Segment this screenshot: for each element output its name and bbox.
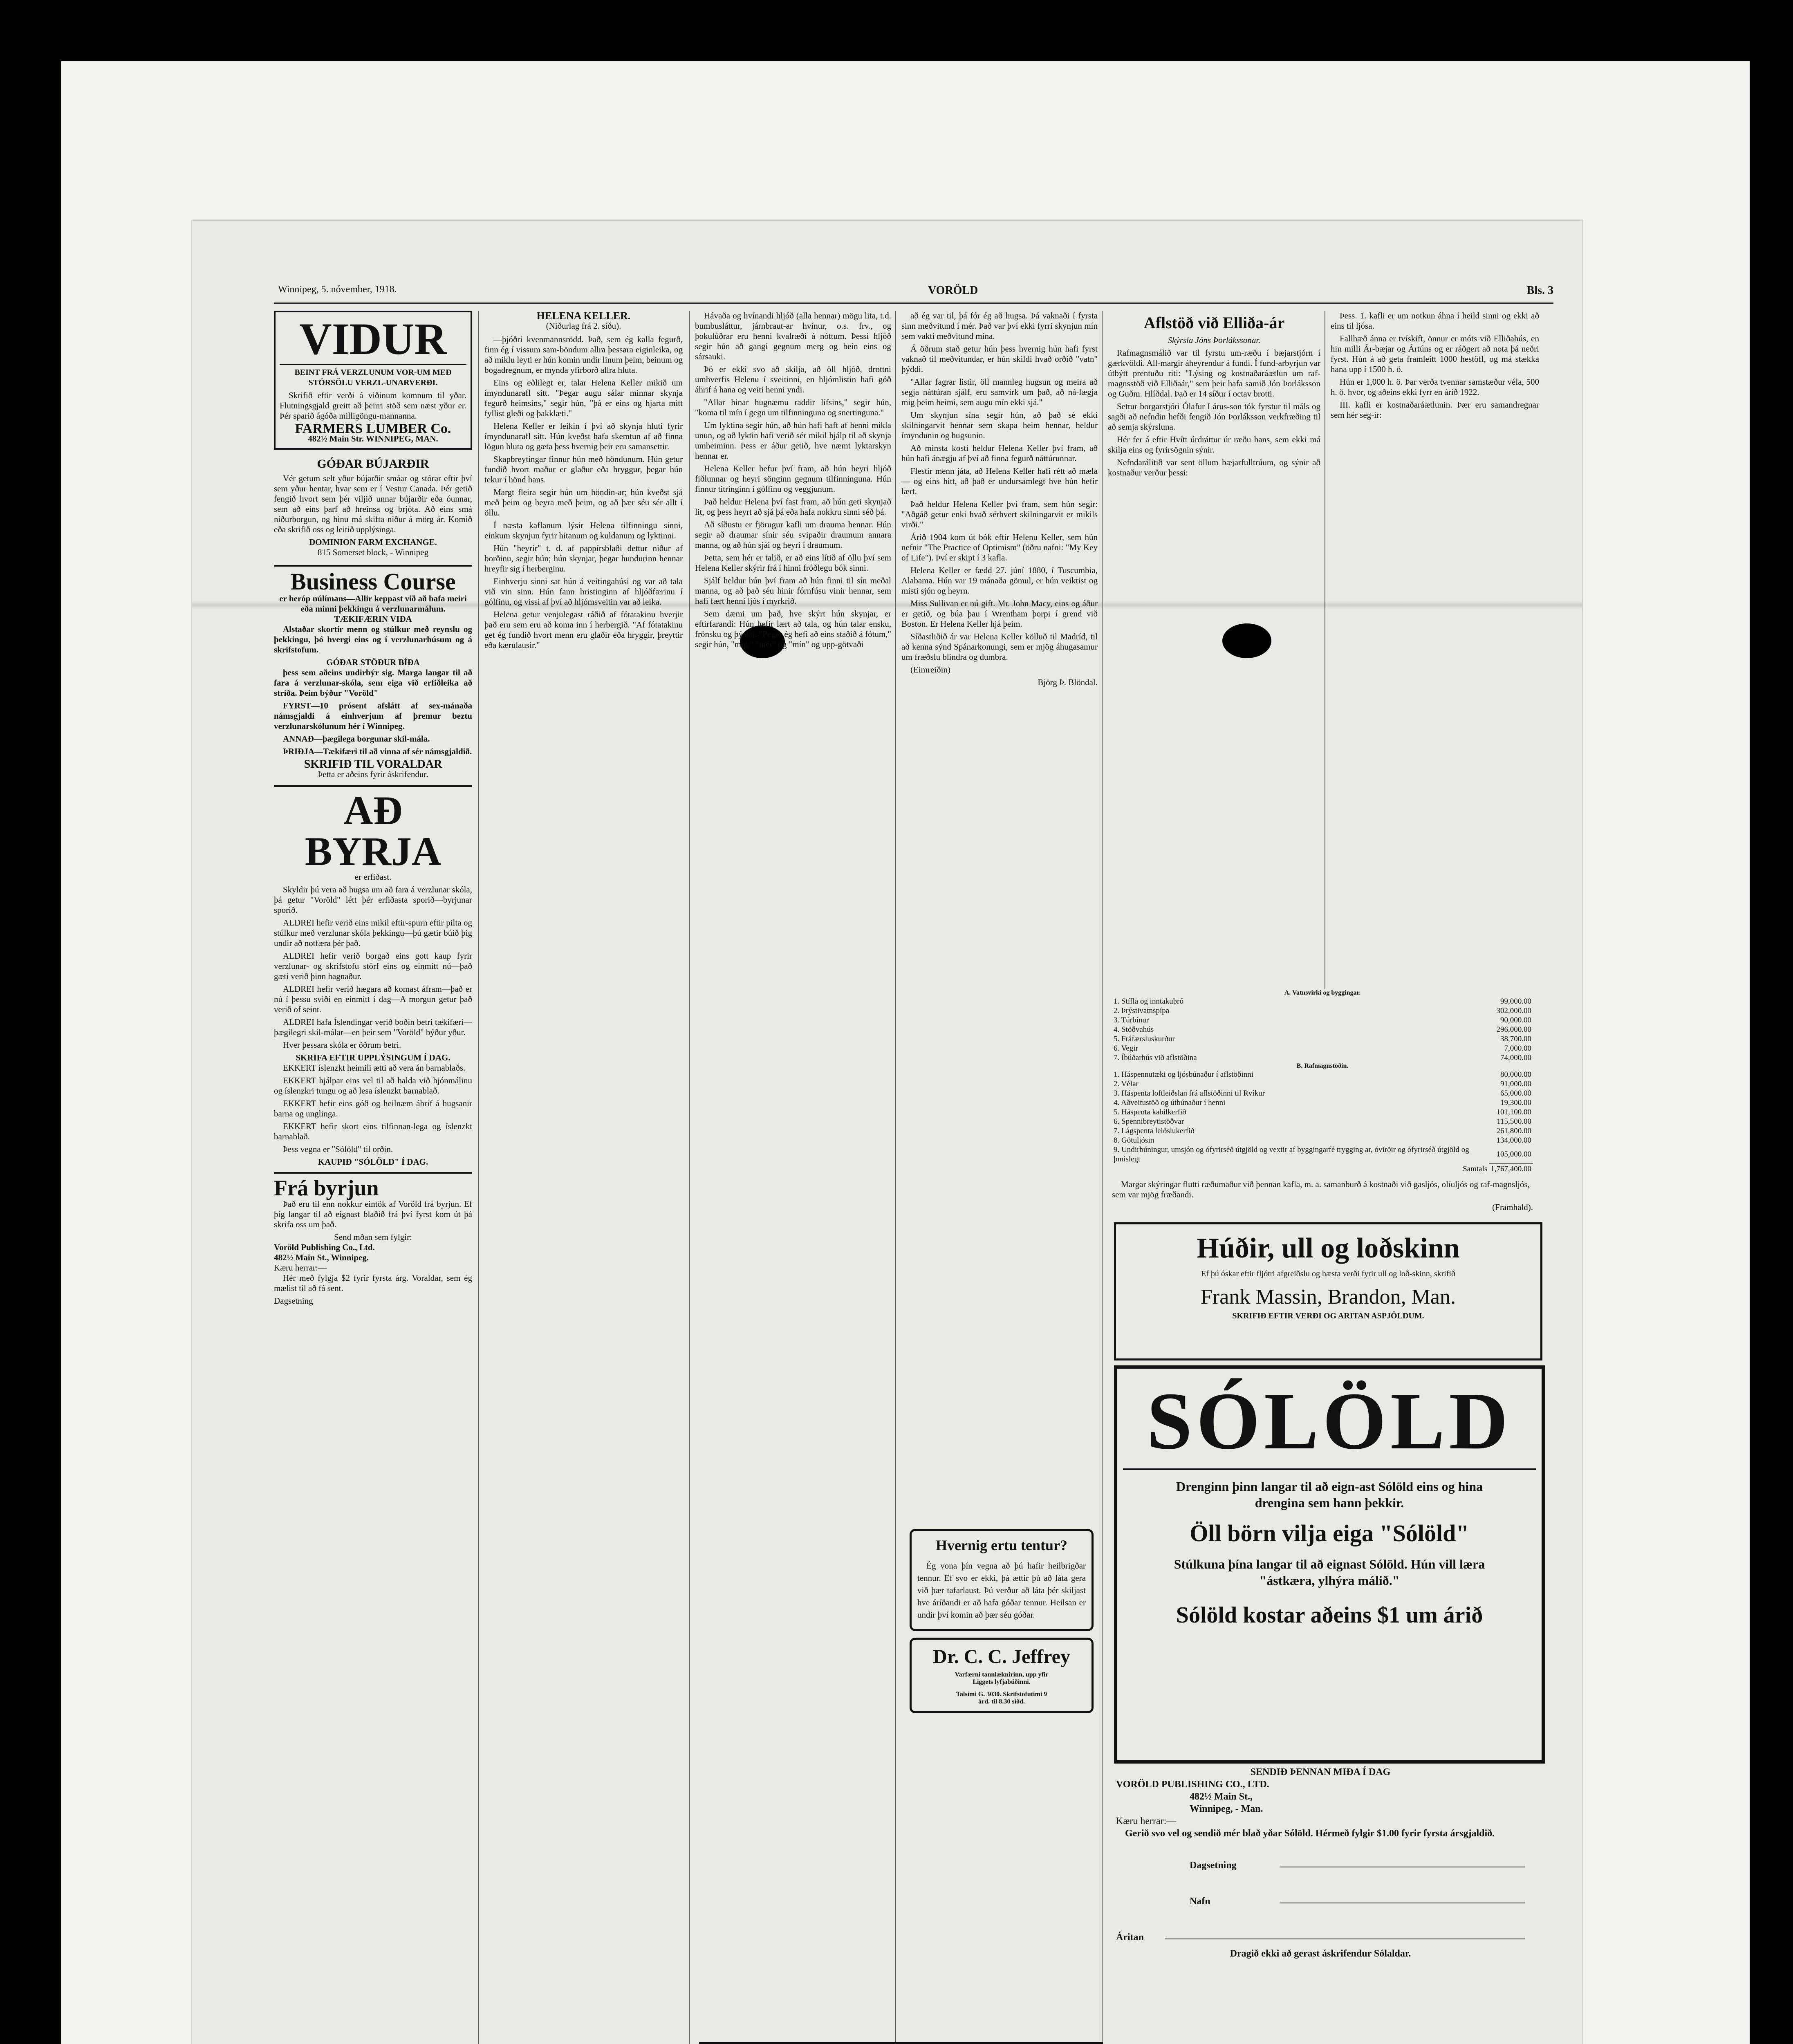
solold-ad [1114, 1365, 1545, 1764]
form-address-row [1116, 1924, 1525, 1943]
header-page-number: Bls. 3 [1526, 284, 1553, 297]
header-title: VORÖLD [928, 284, 978, 297]
article-paragraph: Þó er ekki svo að skilja, að öll hljóð, drottni umhverfis Helenu í sveitinni, en hljómlistin hafi góð áhrif á hana og veiti henni yndi. [695, 364, 891, 394]
form-name-row [1116, 1888, 1525, 1907]
article-paragraph: Flestir menn játa, að Helena Keller hafi rétt að mæla — og eins hitt, að það er undursamlegt hve hún hefir lært. [901, 466, 1098, 496]
table-row: 3. Háspenta loftleiðslan frá aflstöðinni til Rvíkur 65,000.00 [1114, 1089, 1531, 1098]
article-paragraph: Í næsta kaflanum lýsir Helena tilfinningu sinni, einkum skynjun fyrir hitanum og kuldanum og lyktinni. [484, 520, 683, 540]
cost-section-b: B. Rafmagnstöðin. [1296, 1062, 1349, 1069]
cost-after: Margar skýringar flutti ræðumaður við þennan kafla, m. a. samanburð á kostnaði við gasljós, olíuljós og raf-magnsljós, sem var mjög fræðandi. [1112, 1179, 1530, 1199]
column-rule [1102, 311, 1103, 2044]
ad-byrja-text-6: Hver þessara skóla er öðrum betri. [283, 1040, 401, 1050]
table-row: 2. Vélar 91,000.00 [1114, 1080, 1531, 1088]
business-course-ad [274, 565, 472, 780]
column-rule [689, 311, 690, 2044]
ad-byrja-text-4: ALDREI hefir verið hægara að komast áfram—það er nú í þessu sviði en einmitt í dag—A morgun getur það verið of seint. [274, 984, 472, 1014]
article-paragraph: Að síðustu er fjörugur kafli um drauma hennar. Hún segir að draumar sínir séu svipaðir draumum annara manna, og að hún sjái og heyri í draumum. [695, 520, 891, 550]
hudir-ad [1114, 1222, 1542, 1360]
hudir-subtitle: Ef þú óskar eftir fljótri afgreiðslu og hæsta verði fyrir ull og loð-skinn, skrifið [1201, 1269, 1456, 1278]
table-row: 2. Þrýstivatnspípa 302,000.00 [1114, 1006, 1531, 1015]
article-paragraph: Helena getur venjulegast ráðið af fótatakinu hverjir það eru sem eru að koma inn í herbergið. "Af fótatakinu get ég fundið hvort menn eru glaðir eða hryggir, þreyttir eða kærulausir." [484, 610, 683, 650]
article-paragraph: Nefndarálitið var sent öllum bæjarfulltrúum, og sýnir að kostnaður verður þessi: [1108, 457, 1320, 477]
article-paragraph: Að minsta kosti heldur Helena Keller því fram, að hún hafi ánægju af því að finna fegurð náttúrunnar. [901, 443, 1098, 463]
helena-title: HELENA KELLER. [536, 311, 631, 322]
article-paragraph: Miss Sullivan er nú gift. Mr. John Macy, eins og áður er getið, og búa þau í Wrentham þorpi í grend við Boston. Er Helena Keller hjá þeim. [901, 598, 1098, 629]
column-rule [895, 311, 896, 2044]
dental-ads [910, 1529, 1094, 2036]
jeffrey-ad [910, 1638, 1094, 1713]
article-paragraph: Þetta, sem hér er talið, er að eins lítið af öllu því sem Helena Keller skýrir frá í hinni fróðlegu bók sinni. [695, 553, 891, 573]
article-paragraph: Helena Keller hefur því fram, að hún heyri hljóð fiðlunnar og heyri sönginn gegnum tilfinninguna. Hún finnur titringinn í gólfinu og veggjunum. [695, 464, 891, 494]
table-row: 7. Íbúðarhús við aflstöðina 74,000.00 [1114, 1053, 1531, 1062]
table-row: 6. Vegir 7,000.00 [1114, 1044, 1531, 1053]
fra-byrjun-request: Hér með fylgja $2 fyrir fyrsta árg. Voraldar, sem ég mælist til að fá sent. [274, 1273, 472, 1293]
solold-line-4: Sólöld kostar aðeins $1 um árið [1176, 1602, 1483, 1628]
hudir-name: Frank Massin, Brandon, Man. [1201, 1285, 1456, 1309]
ad-byrja-text-2: ALDREI hefir verið eins mikil eftir-spurn eftir pilta og stúlkur með verzlunar skóla þekkingu—þú gætir búið þig undir að notfæra þér það. [274, 918, 472, 948]
godar-address: 815 Somerset block, - Winnipeg [317, 547, 429, 557]
form-date-label: Dagsetning [1190, 1860, 1237, 1871]
business-text-3: FYRST—10 prósent afslátt af sex-mánaða námsgjaldi á einhverjum af þremur beztu verzlunarskólunum hér í Winnipeg. [274, 701, 472, 731]
form-address-label: Áritan [1116, 1932, 1144, 1943]
business-title: Business Course [290, 568, 456, 595]
vidur-subtitle: BEINT FRÁ VERZLUNUM VOR-UM MEÐ STÓRSÖLU VERZL-UNARVERÐI. [294, 368, 452, 387]
column-5 [1108, 311, 1320, 989]
jeffrey-title: Dr. C. C. Jeffrey [933, 1646, 1070, 1667]
ad-byrja-footer: SKRIFA EFTIR UPPLÝSINGUM Í DAG. [296, 1053, 450, 1062]
continued-note: (Framhald). [1492, 1202, 1533, 1212]
column-2 [484, 311, 683, 2044]
godar-body: Vér getum selt yður bújarðir smáar og stórar eftir því sem yður hentar, hvar sem er í Vestur Canada. Þér getið fengið hvort sem þér viljið unnar bújarðir eða óunnar, sem að eins þarf að hreinsa og brjóta. Að eins smá niðurborgun, og hinu má skifta niður á mörg ár. Komið eða skrifið oss og leitið upplýsinga. [274, 473, 472, 534]
table-row: 6. Spennibreytistöðvar 115,500.00 [1114, 1117, 1531, 1126]
article-paragraph: að ég var til, þá fór ég að hugsa. Þá vaknaði í fyrsta sinn meðvitund í mér. Það var því ekki fyrri skynjun mín sem vakti meðvitund mína. [901, 311, 1098, 341]
vidur-title: VIDUR [280, 316, 466, 365]
article-paragraph: Margt fleira segir hún um höndin-ar; hún kveðst sjá með þeim og heyra með þeim, og að þær séu sér allt í öllu. [484, 487, 683, 518]
fra-byrjun-body: Það eru til enn nokkur eintök af Voröld frá byrjun. Ef þig langar til að eignast blaðið frá því fyrst kom út þá skrifa oss um það. [274, 1199, 472, 1229]
business-lead: er heróp núlímans—Allir keppast við að hafa meiri eða minni þekkingu á verzlunarmálum. [279, 594, 467, 614]
form-date-row [1116, 1852, 1525, 1871]
table-row: 9. Undirbúningur, umsjón og ófyrirséð útgjöld og vextir af byggingarfé trygging ar, óvirðir og ófyrirséð útgjöld og þmislegt 105,000.00 [1114, 1145, 1531, 1163]
form-header: SENDIÐ ÞENNAN MIÐA Í DAG [1250, 1767, 1391, 1777]
ad-byrja-text-1: Skyldir þú vera að hugsa um að fara á verzlunar skóla, þá getur "Voröld" létt þér erfiðasta sporið—byrjunar sporið. [274, 885, 472, 915]
ad-byrja-ekkert-5: Þess vegna er "Sólöld" til orðin. [283, 1144, 393, 1154]
article-paragraph: Eins og eðlilegt er, talar Helena Keller mikið um ímyndunarafl sitt. "Þegar augu sálar minnar skynja fegurð heimsins," segir hún, "þá er eins og hjarta mitt fyllist gleði og þakklæti." [484, 378, 683, 418]
header-date: Winnipeg, 5. nóvember, 1918. [278, 284, 397, 295]
ad-byrja-ekkert-3: EKKERT hefir eins góð og heilnæm áhrif á hugsanir barna og unglinga. [274, 1098, 472, 1118]
solold-line-2: Öll börn vilja eiga "Sólöld" [1190, 1520, 1469, 1546]
article-paragraph: III. kafli er kostnaðaráætlunin. Þær eru samandregnar sem hér seg-ir: [1331, 400, 1539, 420]
vidur-address: 482½ Main Str. WINNIPEG, MAN. [308, 434, 438, 444]
article-paragraph: (Eimreiðin) [910, 665, 950, 675]
table-row: 1. Stífla og inntakuþró 99,000.00 [1114, 997, 1531, 1006]
table-row: 4. Aðveitustöð og útbúnaður í henni 19,300.00 [1114, 1098, 1531, 1107]
article-paragraph: Rafmagnsmálið var til fyrstu um-ræðu í bæjarstjórn í gærkvöldi. All-margir áheyrendur á fundi. Í fund-arbyrjun var útbýtt prentuðu riti: "Lýsing og kostnaðaráætlun um raf-magnsstöð við Elliðaár," sem þeir hafa samið Jón Þorláksson og Guðm. Hlíðdal. Það er 14 síður í octav brotti. [1108, 348, 1320, 399]
article-paragraph: Síðastliðið ár var Helena Keller kölluð til Madríd, til að kenna sýnd Spánarkonungi, sem er mjög áhugasamur um fræðslu blindra og dumbra. [901, 632, 1098, 662]
article-paragraph: "Allar hinar hugnæmu raddir lífsins," segir hún, "koma til mín í gegn um tilfinninguna og snertinguna." [695, 397, 891, 417]
solold-line-3: Stúlkuna þína langar til að eignast Sólöld. Hún vill læra "ástkæra, ylhýra málið." [1174, 1557, 1485, 1588]
ad-byrja-footer-2: KAUPIÐ "SÓLÖLD" Í DAG. [318, 1157, 428, 1167]
table-row: 1. Háspennutæki og ljósbúnaður í aflstöðinni 80,000.00 [1114, 1070, 1531, 1079]
godar-title: GÓÐAR BÚJARÐIR [317, 457, 429, 471]
form-footer: Dragið ekki að gerast áskrifendur Sólaldar. [1230, 1948, 1411, 1959]
column-6 [1331, 311, 1539, 989]
hvernig-body: Ég vona þín vegna að þú hafir heilbrigðar tennur. Ef svo er ekki, þá ættir þú að láta gera við þær tafarlaust. Þú verður að láta þér skiljast hve áríðandi er að hafa góðar tennur. Heilsan er undir því komin að þær séu góðar. [917, 1561, 1086, 1620]
vidur-body: Skrifið eftir verði á viðinum komnum til yðar. Flutningsgjald greitt að þeirri stöð sem næst yður er. Þér sparið ágóða milligöngu-mannanna. [280, 390, 466, 421]
solold-title: SÓLÖLD [1123, 1374, 1536, 1470]
fra-byrjun-ad [274, 1172, 472, 1306]
hvernig-ad [910, 1529, 1094, 1631]
column-rule [478, 311, 479, 2044]
article-paragraph: Helena Keller er fædd 27. júní 1880, í Tuscumbia, Alabama. Hún var 19 mánaða gömul, er hún veiktist og misti sjón og heyrn. [901, 565, 1098, 596]
subscription-form [1116, 1766, 1525, 1960]
article-paragraph: Fallhæð ánna er tvískift, önnur er móts við Elliðahús, en hin milli Ár-bæjar og Ártúns og er ráðgert að nota þá neðri fyrst. Hún á að geta framleitt 1000 hestöfl, og má stækka hana upp í 1500 h. ö. [1331, 334, 1539, 374]
jeffrey-line-4: árd. til 8.30 síðd. [978, 1698, 1025, 1705]
header-rule [274, 303, 1553, 304]
ad-byrja-ad [274, 785, 472, 1167]
table-row: 7. Lágspenta leiðslukerfið 261,800.00 [1114, 1127, 1531, 1135]
article-paragraph: Sem dæmi um það, hve skýrt hún skynjar, er eftirfarandi: Hún hefir lært að tala, og hún talar ensku, frönsku og þýsku. "Pegar ég hefi að eins staðið á fótum," segir hún, "mig." "mér" og "mín" og upp-götvaði [695, 609, 891, 649]
article-paragraph: Hún "heyrir" t. d. af pappírsblaði dettur niður af borðinu, segir hún; hún skynjar, þegar hundurinn hennar hreyfir sig í herberginu. [484, 543, 683, 574]
godar-company: DOMINION FARM EXCHANGE. [309, 537, 437, 547]
article-paragraph: Hún er 1,000 h. ö. Þar verða tvennar samstæður véla, 500 h. ö. hvor, og aðeins ekki fyrr en árið 1922. [1331, 377, 1539, 397]
business-footer: SKRIFIÐ TIL VORALDAR [304, 758, 442, 771]
form-name-label: Nafn [1190, 1896, 1210, 1907]
article-paragraph: Hér fer á eftir Hvítt úrdráttur úr ræðu hans, sem ekki má skilja eins og fyrirsögnin sýnir. [1108, 435, 1320, 455]
vidur-ad [274, 311, 472, 450]
jeffrey-line-1: Varfærni tannlæknirinn, upp yfir [955, 1671, 1049, 1678]
newspaper-page [192, 221, 1582, 2044]
form-city: Winnipeg, - Man. [1190, 1804, 1263, 1814]
fra-byrjun-salutation: Kæru herrar:— [274, 1263, 327, 1273]
business-text-2: þess sem aðeins undirbýr sig. Marga langar til að fara á verzlunar-skóla, sem eiga við erfiðleika að stríða. Þeim býður "Voröld" [274, 668, 472, 698]
jeffrey-line-3: Talsími G. 3030. Skrifstofutími 9 [956, 1691, 1047, 1698]
cost-section-a: A. Vatnsvirki og byggingar. [1284, 989, 1361, 996]
fra-byrjun-send: Send mðan sem fylgir: [334, 1232, 412, 1242]
article-paragraph: Helena Keller er leikin í því að skynja hluti fyrir ímyndunarafl sitt. Hún kveðst hafa skemtun af að finna lögun hluta og gæta þess hvernig þeir eru samansettir. [484, 421, 683, 451]
solold-line-1: Drenginn þinn langar til að eign-ast Sólöld eins og hina drengina sem hann þekkir. [1176, 1479, 1483, 1510]
table-row: 5. Háspenta kabilkerfið 101,100.00 [1114, 1108, 1531, 1116]
column-1 [274, 311, 472, 2044]
table-row: 3. Túrbínur 90,000.00 [1114, 1016, 1531, 1024]
fra-byrjun-address: 482½ Main St., Winnipeg. [274, 1253, 369, 1262]
table-row: 4. Stöðvahús 296,000.00 [1114, 1025, 1531, 1034]
column-4 [901, 311, 1098, 1513]
article-paragraph: Um skynjun sína segir hún, að það sé ekki skilningarvit hennar sem skapa heim hennar, heldur ímyndunin og hugsunin. [901, 410, 1098, 440]
business-text-5: ÞRIÐJA—Tækifæri til að vinna af sér námsgjaldið. [283, 746, 472, 756]
fra-byrjun-company: Voröld Publishing Co., Ltd. [274, 1242, 375, 1252]
article-paragraph: Skapbreytingar finnur hún með höndunum. Hún getur fundið hvort maður er glaður eða hryggur, þegar hún tekur í hönd hans. [484, 454, 683, 484]
table-total: Samtals 1,767,400.00 [1112, 1164, 1533, 1174]
article-paragraph: Á öðrum stað getur hún þess hvernig hún hafi fyrst vaknað til meðvitundar, er hún skildi hvað orðið "vatn" þýddi. [901, 344, 1098, 374]
hudir-title: Húðir, ull og loðskinn [1197, 1233, 1460, 1264]
vidur-company: FARMERS LUMBER Co. [295, 421, 451, 436]
article-paragraph: Þess. 1. kafli er um notkun áhna í heild sinni og ekki að eins til ljósa. [1331, 311, 1539, 331]
article-paragraph: "Allar fagrar listir, öll mannleg hugsun og meira að segja náttúran sjálf, eru samvirk um það, að ná-lægja mig þeim heimi, sem augu mín ekki sjá." [901, 377, 1098, 407]
article-paragraph: Einhverju sinni sat hún á veitingahúsi og var að tala við vin sinn. Hún fann hristinginn af hljóðfærinu í gólfinu, og vissi af því að hljómsveitin var að leika. [484, 576, 683, 607]
address-field[interactable] [1165, 1924, 1525, 1939]
walters-ad [699, 2042, 1103, 2044]
hudir-tagline: SKRIFIÐ EFTIR VERÐI OG ARITAN ASPJÖLDUM. [1232, 1311, 1424, 1320]
name-field[interactable] [1280, 1888, 1525, 1903]
afl-author: Skýrsla Jóns Þorlákssonar. [1168, 335, 1261, 345]
article-paragraph: Árið 1904 kom út bók eftir Helenu Keller, sem hún nefnir "The Practice of Optimism" (öðru nafni: "My Key of Life"). Því er skipt í 3 kafla. [901, 532, 1098, 563]
ad-byrja-title: AÐ BYRJA [305, 788, 442, 874]
article-signature: Björg Þ. Blöndal. [1038, 677, 1098, 687]
jeffrey-line-2: Liggets lyfjabúðinni. [973, 1679, 1031, 1685]
column-3 [695, 311, 891, 2044]
form-address: 482½ Main St., [1190, 1791, 1253, 1802]
business-heading-2: GÓÐAR STÖÐUR BÍÐA [326, 657, 420, 667]
helena-subtitle: (Niðurlag frá 2. síðu). [546, 321, 621, 331]
ad-byrja-ekkert-4: EKKERT hefir skort eins tilfinnan-lega og íslenzkt barnablað. [274, 1121, 472, 1141]
page-header [278, 284, 1553, 300]
business-text-4: ANNAÐ—þægilega borgunar skil-mála. [283, 734, 430, 744]
form-company: VORÖLD PUBLISHING CO., LTD. [1116, 1779, 1269, 1790]
ad-byrja-text-3: ALDREI hefir verið borgað eins gott kaup fyrir verzlunar- og skrifstofu störf eins og einmitt nú—það gæti verið þinn hagnaður. [274, 951, 472, 981]
business-footer-note: Þetta er aðeins fyrir áskrifendur. [318, 769, 428, 779]
table-row: 5. Fráfærsluskurður 38,700.00 [1114, 1035, 1531, 1043]
ad-byrja-ekkert-1: EKKERT íslenzkt heimili ætti að vera án barnablaðs. [283, 1063, 466, 1073]
hvernig-title: Hvernig ertu tentur? [936, 1537, 1067, 1553]
ad-byrja-text-5: ALDREI hafa Íslendingar verið boðin betri tækifæri—þægilegri skil-málar—en þeir sem "Voröld" býður yður. [274, 1017, 472, 1037]
form-salutation: Kæru herrar:— [1116, 1816, 1177, 1827]
business-text-1: Alstaðar skortir menn og stúlkur með reynslu og þekkingu, þó hvergi eins og í verzlunarhúsum og á skrifstofum. [274, 624, 472, 654]
date-field[interactable] [1280, 1852, 1525, 1867]
article-paragraph: Það heldur Helena Keller því fram, sem hún segir: "Aðgáð getur enki hvað sérhvert skilningarvit er mikils virði." [901, 499, 1098, 529]
ad-byrja-ekkert-2: EKKERT hjálpar eins vel til að halda við hjónmálinu og íslenzkri tungu og að lesa íslenzkt barnablað. [274, 1076, 472, 1096]
business-heading-1: TÆKIFÆRIN VIÐA [334, 614, 412, 624]
table-row: 8. Götuljósin 134,000.00 [1114, 1136, 1531, 1145]
ad-byrja-subtitle: er erfiðast. [354, 872, 392, 882]
cost-table-b [1112, 1070, 1533, 1174]
article-paragraph: Sjálf heldur hún því fram að hún finni til sín meðal manna, og að það séu hinir fórnfúsu vinir hennar, sem hafi fært henni ljós í myrkrið. [695, 576, 891, 606]
afl-title: Aflstöð við Elliða-ár [1143, 314, 1285, 332]
form-request: Gerið svo vel og sendið mér blað yðar Sólöld. Hérmeð fylgir $1.00 fyrir fyrsta ársgjaldið. [1125, 1828, 1495, 1839]
fra-byrjun-date-label: Dagsetning [274, 1296, 313, 1306]
cost-table-a [1112, 997, 1533, 1062]
article-paragraph: Hávaða og hvínandi hljóð (alla hennar) mögu lita, t.d. bumbusláttur, járnbraut-ar hvínur, o.s. frv., og þokulúðrar eru henni kvalræði á nóttum. Þessi hljóð segir hún að gangi gegnum merg og bein eins og sársauki. [695, 311, 891, 361]
article-paragraph: Um lyktina segir hún, að hún hafi haft af henni mikla unun, og að lyktin hafi verið sér mikil hjálp til að skynja umheiminn. Þess er áður getið, hve næmt lyktarskyn hennar er. [695, 420, 891, 461]
article-paragraph: Settur borgarstjóri Ólafur Lárus-son tók fyrstur til máls og sagði að nefndin hefði fengið Jón Þorláksson verkfræðing til að semja skýrsluna. [1108, 401, 1320, 432]
cost-table [1112, 989, 1533, 1213]
fra-byrjun-title: Frá byrjun [274, 1176, 379, 1200]
article-paragraph: Það heldur Helena því fast fram, að hún geti skynjað lit, og þess heyrt að sjá þá eða hafa nokkru sinni séð þá. [695, 497, 891, 517]
article-paragraph: —þjóðri kvenmannsrödd. Það, sem ég kalla fegurð, finn ég í vissum sam-böndum allra þessara eiginleika, og að miklu leyti er hún komin undir linum þeim, beinum og bogadregnum, er mynda yfirborð allra hluta. [484, 334, 683, 375]
